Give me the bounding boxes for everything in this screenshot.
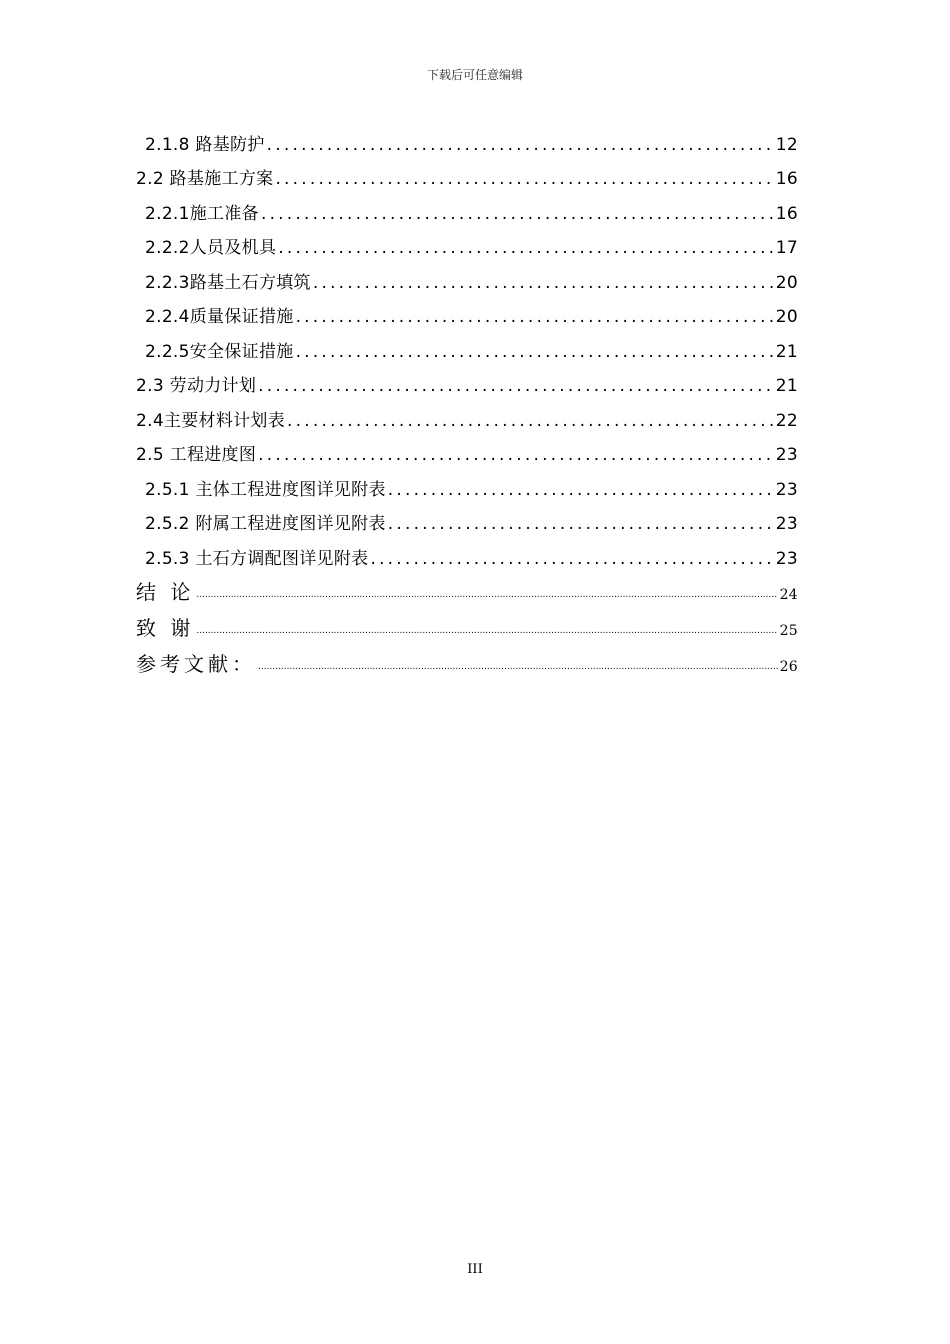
toc-entry-label: 2.4主要材料计划表: [136, 410, 286, 431]
toc-entry-acknowledgements[interactable]: [136, 605, 798, 641]
toc-entry[interactable]: [136, 431, 798, 466]
toc-entry[interactable]: [136, 327, 798, 362]
toc-dot-leader: [258, 376, 774, 396]
toc-entry-page: 20: [775, 272, 798, 293]
toc-entry-label: 2.2.2人员及机具: [145, 238, 277, 258]
toc-dot-leader: [196, 626, 777, 636]
toc-entry[interactable]: [136, 534, 798, 569]
toc-entry[interactable]: [136, 465, 798, 500]
toc-entry[interactable]: [136, 258, 798, 293]
toc-entry-label: 2.3 劳动力计划: [136, 376, 257, 396]
toc-entry[interactable]: [136, 396, 798, 431]
toc-entry-page: 16: [775, 203, 798, 224]
toc-entry[interactable]: [136, 500, 798, 535]
toc-entry-label: 2.2.1施工准备: [145, 203, 259, 224]
toc-dot-leader: [278, 238, 774, 258]
toc-dot-leader: [258, 445, 774, 465]
toc-entry-page: 22: [775, 410, 798, 431]
toc-entry[interactable]: [136, 224, 798, 259]
toc-dot-leader: [296, 307, 774, 327]
toc-dot-leader: [388, 480, 774, 500]
toc-entry-label: 参考文献：: [136, 651, 256, 676]
toc-dot-leader: [313, 273, 774, 293]
table-of-contents: [136, 120, 798, 677]
toc-dot-leader: [275, 169, 773, 189]
toc-entry-label: 2.5.1 主体工程进度图详见附表: [145, 479, 386, 500]
toc-entry-page: 12: [775, 134, 798, 155]
toc-dot-leader: [287, 411, 774, 431]
toc-entry-page: 23: [775, 548, 798, 569]
toc-entry[interactable]: [136, 293, 798, 328]
toc-dot-leader: [261, 204, 774, 224]
toc-entry-page: 21: [775, 341, 798, 362]
toc-entry-label: 2.2 路基施工方案: [136, 169, 274, 189]
toc-entry-label: 2.1.8 路基防护: [145, 134, 265, 155]
toc-entry-page: 24: [779, 586, 798, 603]
toc-entry[interactable]: [136, 362, 798, 397]
toc-entry-page: 20: [775, 307, 798, 327]
toc-entry-conclusion[interactable]: [136, 569, 798, 605]
toc-entry-page: 23: [775, 514, 798, 534]
toc-dot-leader: [296, 342, 774, 362]
toc-dot-leader: [267, 135, 774, 155]
toc-entry-page: 23: [775, 479, 798, 500]
toc-entry-page: 26: [779, 658, 798, 675]
toc-entry[interactable]: [136, 189, 798, 224]
toc-entry-label: 2.5 工程进度图: [136, 445, 257, 465]
toc-dot-leader: [370, 549, 773, 569]
page-number: III: [467, 1262, 483, 1277]
toc-entry-page: 16: [775, 169, 798, 189]
toc-entry[interactable]: [136, 120, 798, 155]
toc-entry-label: 致 谢: [136, 615, 195, 640]
toc-entry-label: 结 论: [136, 579, 195, 604]
toc-dot-leader: [196, 590, 777, 600]
toc-dot-leader: [258, 662, 778, 672]
toc-dot-leader: [388, 514, 774, 534]
header-note: 下载后可任意编辑: [426, 68, 523, 82]
toc-entry-label: 2.5.2 附属工程进度图详见附表: [145, 514, 386, 534]
toc-entry-page: 23: [775, 445, 798, 465]
toc-entry-references[interactable]: [136, 641, 798, 677]
toc-entry-label: 2.2.3路基土石方填筑: [145, 272, 311, 293]
toc-entry[interactable]: [136, 155, 798, 190]
toc-entry-label: 2.2.4质量保证措施: [145, 307, 294, 327]
toc-entry-page: 21: [775, 376, 798, 396]
toc-entry-page: 25: [779, 622, 798, 639]
toc-entry-label: 2.2.5安全保证措施: [145, 341, 294, 362]
toc-entry-label: 2.5.3 土石方调配图详见附表: [145, 548, 369, 569]
toc-entry-page: 17: [775, 238, 798, 258]
